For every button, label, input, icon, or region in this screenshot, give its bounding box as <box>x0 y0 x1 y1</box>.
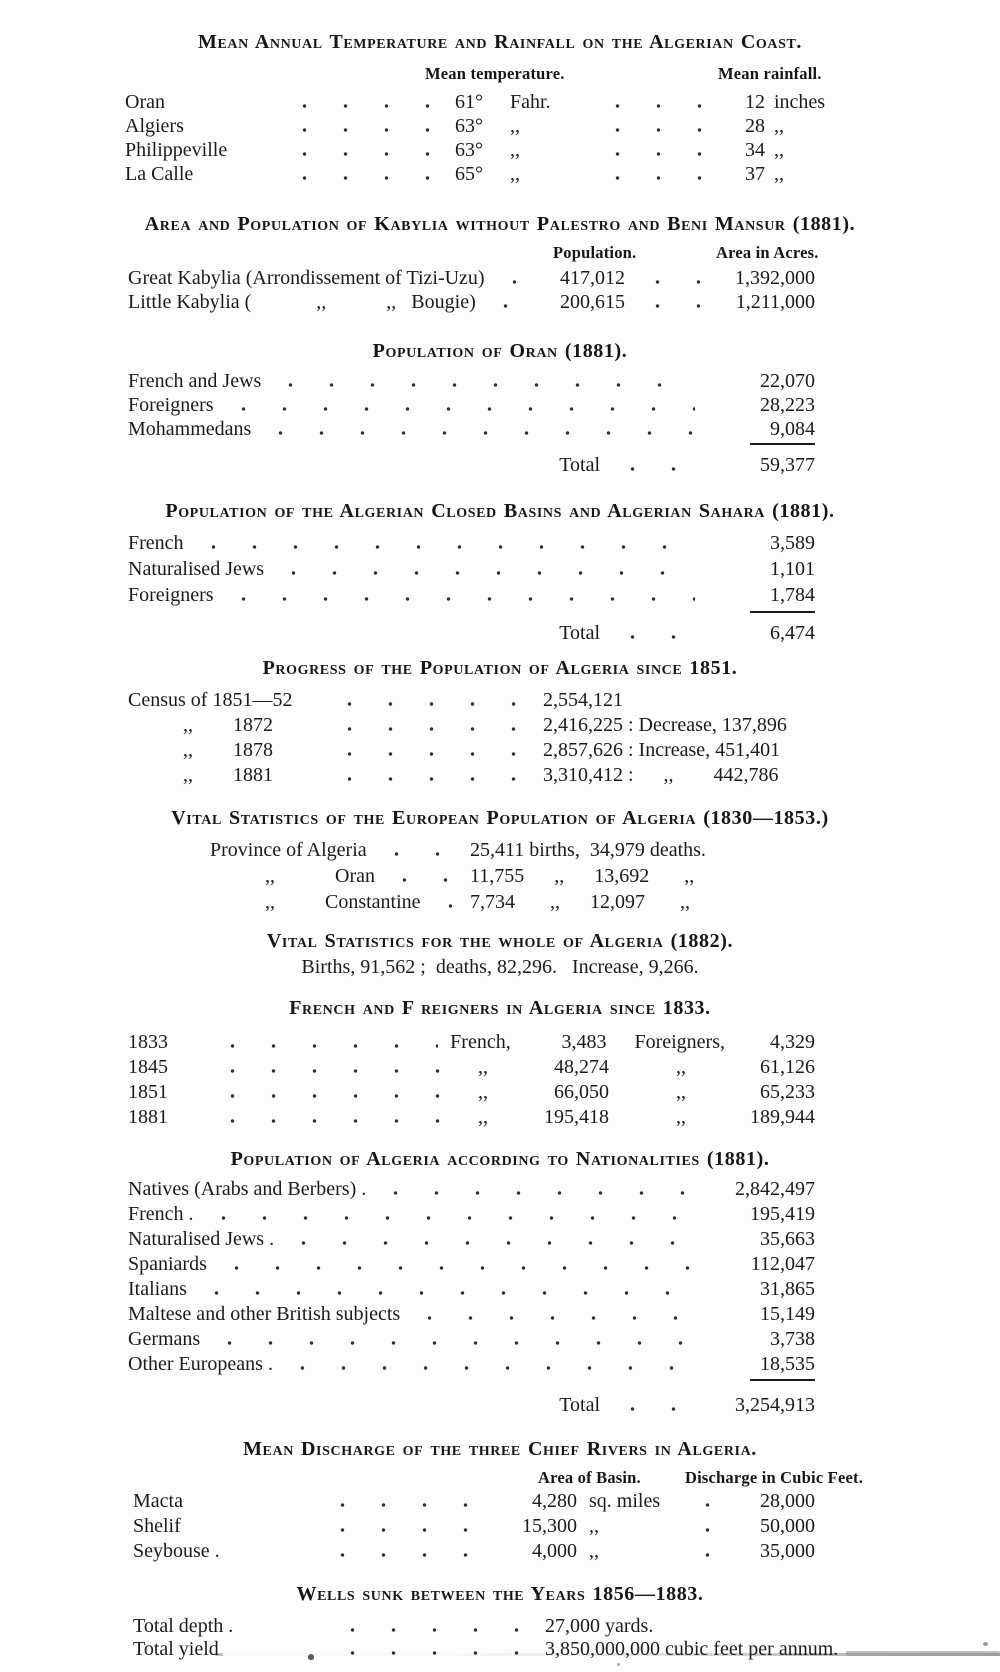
section-wells <box>0 1582 1000 1660</box>
total-rule <box>750 443 815 445</box>
column-header-mean-temperature: Mean temperature. <box>425 64 565 83</box>
table-row <box>210 838 860 864</box>
dot-leader <box>313 1492 485 1507</box>
dot-leader <box>214 586 695 601</box>
total-row <box>128 1393 815 1417</box>
foreigners-label: ,, <box>676 1056 686 1078</box>
cell-value: 112,047 <box>750 1253 815 1275</box>
cell-value: 1,101 <box>770 558 815 580</box>
cell-value: 2,416,225 : Decrease, 137,896 <box>543 714 787 736</box>
section-title: Wells sunk between the Years 1856—1883. <box>296 1583 704 1605</box>
section-title: Population of Algeria according to Nationalities (1881). <box>230 1148 770 1170</box>
cell-value: 9,084 <box>770 418 815 440</box>
basin-unit: ,, <box>589 1540 599 1562</box>
table-row <box>128 557 815 583</box>
section-rivers <box>0 1437 1000 1564</box>
row-label: Census of 1851—52 <box>128 689 293 711</box>
cell-value: 3,310,412 : ,, 442,786 <box>543 764 779 786</box>
table-row <box>128 417 815 441</box>
row-label: Foreigners <box>128 394 214 416</box>
temperature-value: 63° <box>455 139 483 161</box>
dot-leader <box>320 1617 545 1632</box>
foreigners-label: Foreigners, <box>634 1031 725 1053</box>
foreigners-value: 189,944 <box>750 1106 815 1128</box>
scan-artifact-speck <box>617 1663 620 1666</box>
discharge-value: 28,000 <box>760 1490 815 1512</box>
section-title: Population of the Algerian Closed Basins and Algerian Sahara (1881). <box>165 500 835 522</box>
scan-artifact-smear <box>846 1651 1000 1656</box>
row-label: Total yield <box>133 1638 219 1660</box>
table-row <box>128 1227 815 1252</box>
cell-value: 18,535 <box>760 1353 815 1375</box>
total-label: Total <box>559 622 600 644</box>
table-row <box>128 266 815 290</box>
dot-leader <box>588 165 735 180</box>
section-title: Mean Annual Temperature and Rainfall on the Algerian Coast. <box>197 31 802 53</box>
table-row <box>125 90 875 114</box>
basin-value: 4,280 <box>532 1490 577 1512</box>
cell-value: 3,850,000,000 cubic feet per annum. <box>545 1638 839 1660</box>
dot-leader <box>274 1230 695 1245</box>
column-header-population: Population. <box>553 243 637 262</box>
dot-leader <box>203 1083 441 1098</box>
row-label: ,, 1878 <box>128 739 273 761</box>
row-label: Philippeville <box>125 139 228 161</box>
basin-unit: ,, <box>589 1515 599 1537</box>
progress-table <box>0 688 1000 788</box>
table-row <box>128 763 873 788</box>
row-label: Algiers <box>125 115 184 137</box>
cell-value: 11,755 ,, 13,692 ,, <box>470 865 695 887</box>
section-nationalities <box>0 1147 1000 1417</box>
year-label: 1833 <box>128 1031 168 1053</box>
table-row <box>128 393 815 417</box>
row-label: Shelif <box>133 1515 181 1537</box>
section-kabylia <box>0 212 1000 314</box>
basin-value: 4,000 <box>532 1540 577 1562</box>
rainfall-unit: ,, <box>774 139 784 161</box>
rainfall-value: 28 <box>745 115 765 137</box>
section-title: Progress of the Population of Algeria since 1851. <box>262 657 738 679</box>
row-label: Natives (Arabs and Berbers) . <box>128 1178 367 1200</box>
cell-value: 31,865 <box>760 1278 815 1300</box>
dot-leader <box>264 560 695 575</box>
row-label: ,, 1872 <box>128 714 273 736</box>
temperature-value: 63° <box>455 115 483 137</box>
table-row <box>125 162 875 186</box>
french-label: ,, <box>478 1081 488 1103</box>
row-label: Other Europeans . <box>128 1353 273 1375</box>
row-label: Oran <box>125 91 165 113</box>
row-label: French <box>128 532 184 554</box>
dot-leader <box>313 1517 485 1532</box>
french-label: ,, <box>478 1056 488 1078</box>
cell-value: 7,734 ,, 12,097 ,, <box>470 891 690 913</box>
section-vital-european <box>0 806 1000 916</box>
table-row <box>128 1080 815 1105</box>
row-label: Germans <box>128 1328 201 1350</box>
basin-unit: sq. miles <box>589 1490 661 1512</box>
total-row <box>128 621 815 645</box>
total-value: 59,377 <box>760 454 815 476</box>
dot-leader <box>275 117 455 132</box>
french-value: 66,050 <box>554 1081 609 1103</box>
temperature-unit: ,, <box>510 115 520 137</box>
dot-leader <box>476 293 530 308</box>
row-label: Spaniards <box>128 1253 207 1275</box>
rivers-table <box>0 1489 1000 1564</box>
dot-leader <box>588 93 735 108</box>
cell-value: 28,223 <box>760 394 815 416</box>
section-title: French and F reigners in Algeria since 1833. <box>289 997 711 1019</box>
section-population-oran <box>0 339 1000 477</box>
dot-leader <box>421 893 470 908</box>
table-row <box>133 1489 815 1514</box>
temperature-unit: ,, <box>510 139 520 161</box>
table-row <box>128 1177 815 1202</box>
table-row <box>125 114 875 138</box>
rainfall-unit: ,, <box>774 163 784 185</box>
dot-leader <box>320 741 543 756</box>
kabylia-table <box>0 266 1000 314</box>
dot-leader <box>320 716 543 731</box>
foreigners-label: ,, <box>676 1106 686 1128</box>
table-row <box>128 688 873 713</box>
temperature-value: 65° <box>455 163 483 185</box>
rainfall-value: 12 <box>745 91 765 113</box>
discharge-value: 35,000 <box>760 1540 815 1562</box>
row-label: ,, Oran <box>210 865 375 887</box>
dot-leader <box>600 456 695 471</box>
dot-leader <box>313 1542 485 1557</box>
year-label: 1851 <box>128 1081 168 1103</box>
dot-leader <box>320 691 543 706</box>
dot-leader <box>600 1396 695 1411</box>
row-label: Foreigners <box>128 584 214 606</box>
row-label: Macta <box>133 1490 183 1512</box>
vital-european-table <box>0 838 1000 916</box>
temperature-table <box>0 90 1000 186</box>
cell-value: 15,149 <box>760 1303 815 1325</box>
column-header-area-basin: Area of Basin. <box>538 1468 641 1487</box>
dot-leader <box>625 269 700 284</box>
cell-value: 2,857,626 : Increase, 451,401 <box>543 739 781 761</box>
foreigners-label: ,, <box>676 1081 686 1103</box>
population-value: 200,615 <box>560 291 625 313</box>
total-value: 6,474 <box>770 622 815 644</box>
table-row <box>128 1352 815 1377</box>
foreigners-value: 4,329 <box>770 1031 815 1053</box>
table-row <box>210 864 860 890</box>
row-label: Little Kabylia ( ,, ,, Bougie) <box>128 291 476 313</box>
area-value: 1,211,000 <box>735 291 815 313</box>
row-label: Mohammedans <box>128 418 252 440</box>
cell-value: 27,000 yards. <box>545 1615 654 1637</box>
row-label: Italians <box>128 1278 187 1300</box>
section-french-foreigners <box>0 996 1000 1130</box>
population-value: 417,012 <box>560 267 625 289</box>
french-label: French, <box>450 1031 511 1053</box>
french-label: ,, <box>478 1106 488 1128</box>
row-label: Province of Algeria <box>210 839 367 861</box>
table-row <box>128 1302 815 1327</box>
dot-leader <box>366 1180 695 1195</box>
section-title: Area and Population of Kabylia without Palestro and Beni Mansur (1881). <box>144 213 856 235</box>
column-header-discharge: Discharge in Cubic Feet. <box>685 1468 864 1487</box>
cell-value: 22,070 <box>760 370 815 392</box>
section-temperature-rainfall <box>0 30 1000 186</box>
table-row <box>128 583 815 609</box>
dot-leader <box>203 1033 438 1048</box>
vital-whole-line: Births, 91,562 ; deaths, 82,296. Increase, 9,266. <box>301 956 699 978</box>
temperature-unit: ,, <box>510 163 520 185</box>
table-row <box>133 1539 815 1564</box>
oran-table <box>0 369 1000 441</box>
section-title: Mean Discharge of the three Chief Rivers in Algeria. <box>243 1438 757 1460</box>
basins-table <box>0 531 1000 609</box>
dot-leader <box>275 165 455 180</box>
french-value: 195,418 <box>544 1106 609 1128</box>
foreigners-value: 65,233 <box>760 1081 815 1103</box>
dot-leader <box>214 396 695 411</box>
dot-leader <box>275 93 455 108</box>
dot-leader <box>675 1517 723 1532</box>
total-rule <box>750 611 815 613</box>
table-row <box>128 531 815 557</box>
dot-leader <box>261 372 695 387</box>
row-label: Great Kabylia (Arrondissement of Tizi-Uzu) <box>128 267 485 289</box>
row-label: Naturalised Jews . <box>128 1228 275 1250</box>
basin-value: 15,300 <box>522 1515 577 1537</box>
table-row <box>128 1252 815 1277</box>
dot-leader <box>375 867 470 882</box>
rainfall-unit: inches <box>774 91 826 113</box>
dot-leader <box>400 1305 695 1320</box>
year-label: 1845 <box>128 1056 168 1078</box>
dot-leader <box>187 1280 695 1295</box>
cell-value: 3,589 <box>770 532 815 554</box>
table-row <box>128 1030 815 1055</box>
temperature-value: 61° <box>455 91 483 113</box>
section-population-progress <box>0 656 1000 788</box>
cell-value: 2,842,497 <box>735 1178 815 1200</box>
dot-leader <box>675 1542 723 1557</box>
row-label: Total depth . <box>133 1615 234 1637</box>
table-row <box>128 1055 815 1080</box>
column-header-mean-rainfall: Mean rainfall. <box>718 64 822 83</box>
dot-leader <box>203 1058 441 1073</box>
dot-leader <box>320 766 543 781</box>
nationalities-table <box>0 1177 1000 1377</box>
dot-leader <box>200 1330 695 1345</box>
dot-leader <box>251 420 695 435</box>
french-foreigners-table <box>0 1030 1000 1130</box>
scan-artifact-speck <box>983 1642 988 1646</box>
dot-leader <box>275 141 455 156</box>
discharge-value: 50,000 <box>760 1515 815 1537</box>
row-label: Maltese and other British subjects <box>128 1303 401 1325</box>
cell-value: 2,554,121 <box>543 689 623 711</box>
total-label: Total <box>559 1394 600 1416</box>
cell-value: 1,784 <box>770 584 815 606</box>
section-title: Population of Oran (1881). <box>372 340 628 362</box>
dot-leader <box>184 534 695 549</box>
rainfall-unit: ,, <box>774 115 784 137</box>
dot-leader <box>588 117 735 132</box>
table-row <box>128 1105 815 1130</box>
year-label: 1881 <box>128 1106 168 1128</box>
section-title: Vital Statistics of the European Population of Algeria (1830—1853.) <box>171 807 829 829</box>
table-row <box>128 1202 815 1227</box>
row-label: Naturalised Jews <box>128 558 265 580</box>
dot-leader <box>600 624 695 639</box>
table-row <box>128 369 815 393</box>
table-row <box>125 138 875 162</box>
dot-leader <box>588 141 735 156</box>
table-row <box>128 290 815 314</box>
table-row <box>128 1277 815 1302</box>
cell-value: 35,663 <box>760 1228 815 1250</box>
dot-leader <box>367 841 470 856</box>
total-label: Total <box>559 454 600 476</box>
row-label: French and Jews <box>128 370 262 392</box>
table-row <box>128 738 873 763</box>
total-rule <box>750 1379 815 1381</box>
cell-value: 195,419 <box>750 1203 815 1225</box>
row-label: La Calle <box>125 163 194 185</box>
french-value: 48,274 <box>554 1056 609 1078</box>
foreigners-value: 61,126 <box>760 1056 815 1078</box>
cell-value: 3,738 <box>770 1328 815 1350</box>
table-row <box>210 890 860 916</box>
french-value: 3,483 <box>561 1031 607 1053</box>
section-title: Vital Statistics for the whole of Algeria (1882). <box>266 930 734 952</box>
dot-leader <box>625 293 700 308</box>
area-value: 1,392,000 <box>735 267 815 289</box>
table-row <box>128 713 873 738</box>
rainfall-value: 34 <box>745 139 765 161</box>
dot-leader <box>207 1255 695 1270</box>
dot-leader <box>485 269 530 284</box>
row-label: ,, 1881 <box>128 764 273 786</box>
row-label: Seybouse . <box>133 1540 220 1562</box>
row-label: French . <box>128 1203 194 1225</box>
table-row <box>133 1514 815 1539</box>
section-vital-whole <box>0 929 1000 979</box>
total-row <box>128 453 815 477</box>
row-label: ,, Constantine <box>210 891 421 913</box>
dot-leader <box>194 1205 695 1220</box>
temperature-unit: Fahr. <box>510 91 551 113</box>
table-row <box>133 1614 1000 1637</box>
scan-artifact-speck <box>308 1654 314 1660</box>
dot-leader <box>203 1108 441 1123</box>
cell-value: 25,411 births, 34,979 deaths. <box>470 839 706 861</box>
rainfall-value: 37 <box>745 163 765 185</box>
dot-leader <box>273 1355 695 1370</box>
section-closed-basins <box>0 499 1000 645</box>
dot-leader <box>675 1492 723 1507</box>
total-value: 3,254,913 <box>735 1394 815 1416</box>
table-row <box>128 1327 815 1352</box>
table-row <box>133 1637 1000 1660</box>
column-header-area-acres: Area in Acres. <box>716 243 819 262</box>
